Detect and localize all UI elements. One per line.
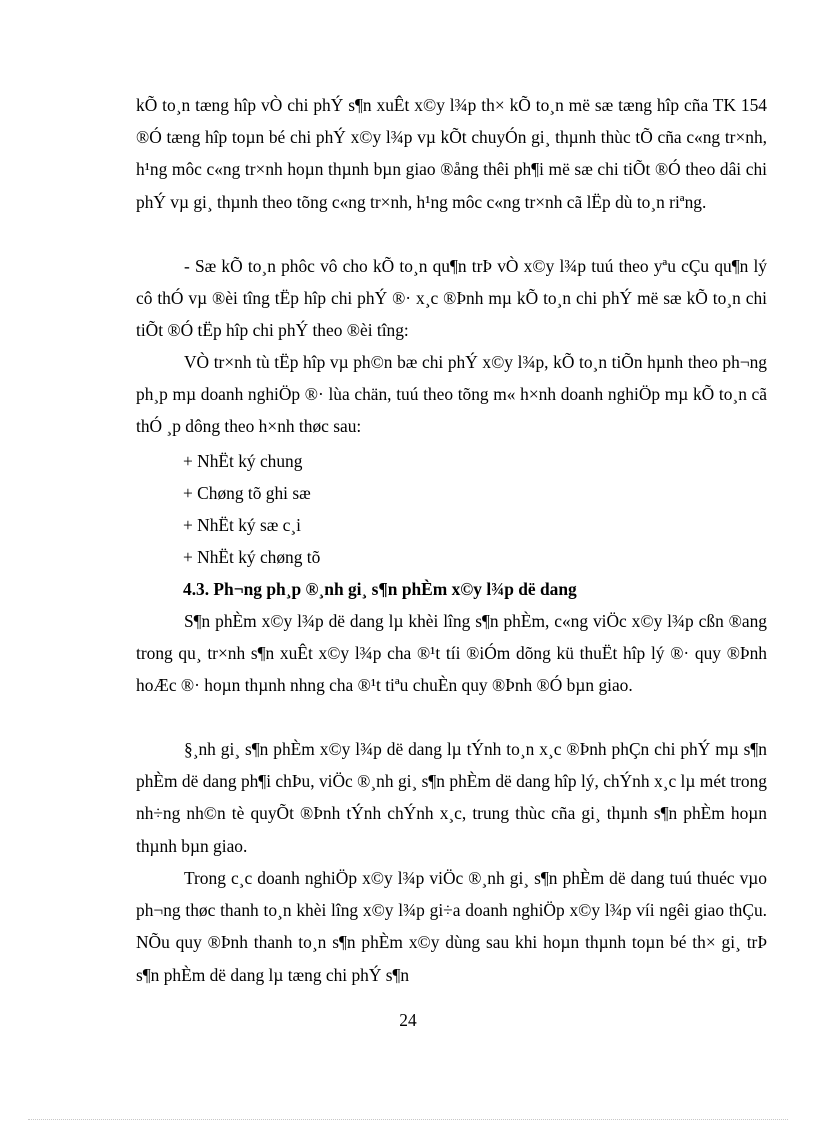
list-item: + NhËt ký sæ c¸i bbox=[183, 515, 302, 535]
page-border bbox=[28, 1119, 788, 1120]
list-item: + Chøng tõ ghi sæ bbox=[183, 483, 311, 503]
paragraph-payment-method: Trong c¸c doanh nghiÖp x©y l¾p viÖc ®¸nh gi¸ s¶n phÈm dë dang tuú thuéc vµo ph¬ng thøc thanh to¸n khèi lîng x©y l¾p gi÷a doanh nghiÖp x©y l¾p víi ngêi giao thÇu. NÕu quy ®Þnh thanh to¸n s¶n phÈm x©y dùng sau khi hoµn thµnh toµn bé th× gi¸ trÞ s¶n phÈm dë dang lµ tæng chi phÝ s¶n bbox=[136, 868, 767, 985]
section-heading: 4.3. Ph¬ng ph¸p ®¸nh gi¸ s¶n phÈm x©y l¾p dë dang bbox=[183, 579, 577, 599]
paragraph-management-ledger: - Sæ kÕ to¸n phôc vô cho kÕ to¸n qu¶n trÞ vÒ x©y l¾p tuú theo yªu cÇu qu¶n lý cô thÓ vµ ®èi tîng tËp hîp chi phÝ ®· x¸c ®Þnh mµ kÕ to¸n chi phÝ më sæ kÕ to¸n chi tiÕt ®Ó tËp hîp chi phÝ theo ®èi tîng: bbox=[136, 256, 767, 341]
paragraph-accounting-summary: kÕ to¸n tæng hîp vÒ chi phÝ s¶n xuÊt x©y l¾p th× kÕ to¸n më sæ tæng hîp cña TK 154 ®Ó tæng hîp toµn bé chi phÝ x©y l¾p vµ kÕt chuyÓn gi¸ thµnh thùc tÕ cña c«ng tr×nh, h¹ng môc c«ng tr×nh hoµn thµnh bµn giao ®ång thêi ph¶i më sæ chi tiÕt ®Ó theo dâi chi phÝ vµ gi¸ thµnh theo tõng c«ng tr×nh, h¹ng môc c«ng tr×nh cã lËp dù to¸n riªng. bbox=[136, 95, 767, 212]
paragraph-wip-definition: S¶n phÈm x©y l¾p dë dang lµ khèi lîng s¶n phÈm, c«ng viÖc x©y l¾p cßn ®ang trong qu¸ tr×nh s¶n xuÊt x©y l¾p cha ®¹t tíi ®iÓm dõng kü thuËt hîp lý ®· quy ®Þnh hoÆc ®· hoµn thµnh nhng cha ®¹t tiªu chuÈn quy ®Þnh ®Ó bµn giao. bbox=[136, 611, 767, 696]
paragraph-wip-valuation: §¸nh gi¸ s¶n phÈm x©y l¾p dë dang lµ tÝnh to¸n x¸c ®Þnh phÇn chi phÝ mµ s¶n phÈm dë dang ph¶i chÞu, viÖc ®¸nh gi¸ s¶n phÈm dë dang hîp lý, chÝnh x¸c lµ mét trong nh÷ng nh©n tè quyÕt ®Þnh tÝnh chÝnh x¸c, trung thùc cña gi¸ thµnh s¶n phÈm hoµn thµnh bµn giao. bbox=[136, 739, 767, 856]
paragraph-cost-procedure: VÒ tr×nh tù tËp hîp vµ ph©n bæ chi phÝ x©y l¾p, kÕ to¸n tiÕn hµnh theo ph¬ng ph¸p mµ doanh nghiÖp ®· lùa chän, tuú theo tõng m« h×nh doanh nghiÖp mµ kÕ to¸n cã thÓ ¸p dông theo h×nh thøc sau: bbox=[136, 352, 767, 437]
list-item: + NhËt ký chung bbox=[183, 451, 303, 471]
page-number: 24 bbox=[399, 1010, 417, 1030]
list-item: + NhËt ký chøng tõ bbox=[183, 547, 321, 567]
